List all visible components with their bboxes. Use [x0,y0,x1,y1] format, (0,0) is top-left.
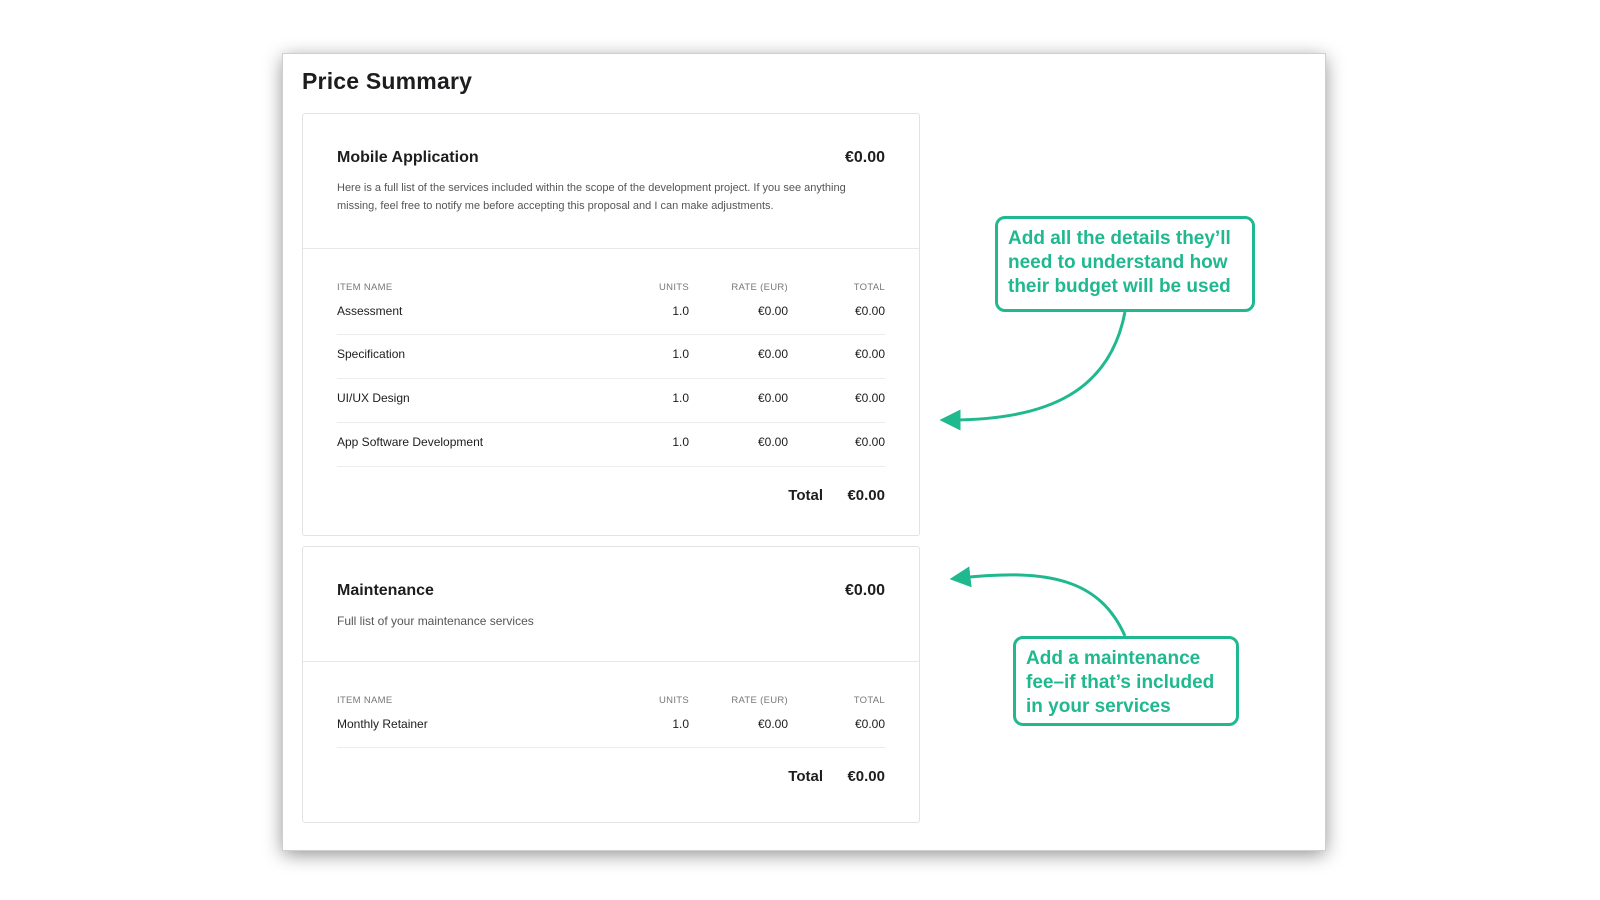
item-rate: €0.00 [757,717,788,731]
item-name: Assessment [337,304,403,318]
item-rate: €0.00 [757,304,788,318]
item-rate: €0.00 [757,347,788,361]
header-item-name: ITEM NAME [337,695,393,706]
item-total: €0.00 [854,304,885,318]
item-units: 1.0 [672,304,689,318]
section-title: Mobile Application [337,149,479,166]
item-total: €0.00 [854,347,885,361]
item-units: 1.0 [672,435,689,449]
header-rate: RATE (EUR) [731,695,788,706]
item-name: UI/UX Design [337,391,410,405]
item-rate: €0.00 [757,391,788,405]
section-price: €0.00 [844,149,885,166]
item-units: 1.0 [672,717,689,731]
page-title: Price Summary [302,68,473,94]
header-total: TOTAL [853,282,885,293]
item-name: App Software Development [337,435,484,449]
header-rate: RATE (EUR) [731,282,788,293]
total-value: €0.00 [847,487,885,504]
section-description: Here is a full list of the services included within the scope of the development project. If you see anything missing, feel free to notify me before accepting this proposal and I can make adjustments. [337,182,846,212]
total-label: Total [788,768,823,785]
callout-line: their budget will be used [1008,276,1231,297]
callout-maintenance [1013,636,1239,726]
callout-details [995,216,1255,312]
item-total: €0.00 [854,717,885,731]
callout-line: need to understand how [1008,252,1228,273]
callout-line: Add all the details they’ll [1008,228,1231,249]
total-label: Total [788,487,823,504]
item-rate: €0.00 [757,435,788,449]
section-title: Maintenance [337,582,434,599]
item-units: 1.0 [672,391,689,405]
header-total: TOTAL [853,695,885,706]
callout-line: in your services [1026,696,1171,717]
section-price: €0.00 [844,582,885,599]
item-total: €0.00 [854,435,885,449]
item-total: €0.00 [854,391,885,405]
item-units: 1.0 [672,347,689,361]
arrow-to-items-table [950,312,1125,420]
callout-line: fee–if that’s included [1026,672,1215,693]
section-description: Full list of your maintenance services [337,614,534,628]
header-units: UNITS [659,282,689,293]
arrow-to-maintenance-section [960,575,1125,636]
callout-line: Add a maintenance [1026,648,1201,669]
header-units: UNITS [659,695,689,706]
header-item-name: ITEM NAME [337,282,393,293]
item-name: Monthly Retainer [337,717,428,731]
item-name: Specification [337,347,406,361]
total-value: €0.00 [847,768,885,785]
